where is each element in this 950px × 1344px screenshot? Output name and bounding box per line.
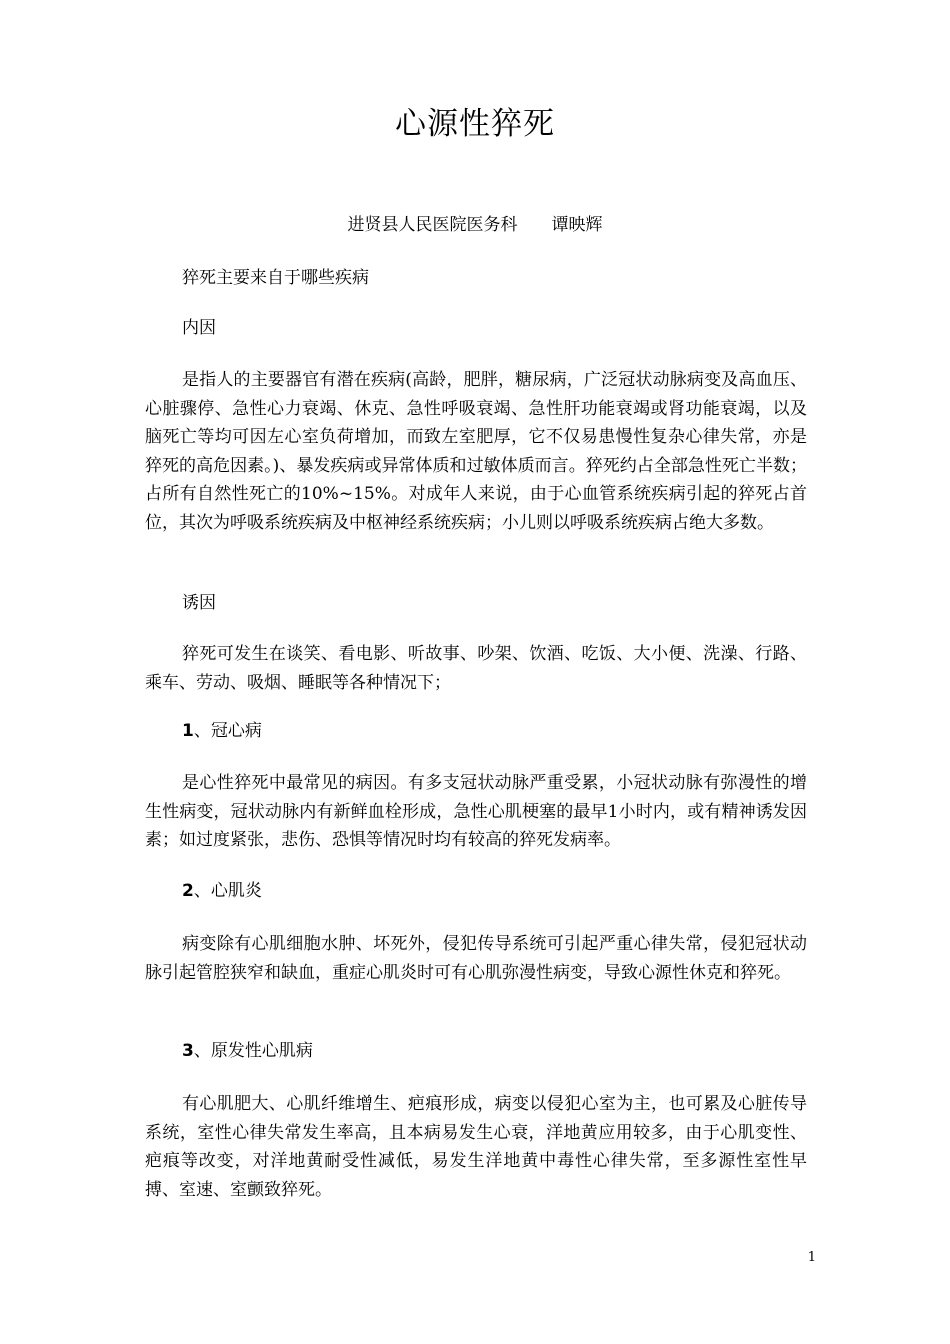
internal-cause-paragraph: 是指人的主要器官有潜在疾病(高龄，肥胖，糖尿病，广泛冠状动脉病变及高血压、心脏骤停、急性心力衰竭、休克、急性呼吸衰竭、急性肝功能衰竭或肾功能衰竭，以及脑死亡等均可因左心室负荷增加，而致左室肥厚，它不仅易患慢性复杂心律失常，亦是猝死的高危因素。)、暴发疾病或异常体质和过敏体质而言。猝死约占全部急性死亡半数；占所有自然性死亡的10%~15%。对成年人来说，由于心血管系统疾病引起的猝死占首位，其次为呼吸系统疾病及中枢神经系统疾病；小儿则以呼吸系统疾病占绝大多数。 xyxy=(145,370,807,533)
byline-author: 谭映辉 xyxy=(551,215,603,235)
page-title: 心源性猝死 xyxy=(395,106,555,142)
internal-cause-heading: 内因 xyxy=(182,318,216,338)
section-heading-cardiomyopathy: 3、原发性心肌病 xyxy=(182,1041,313,1061)
section-heading-coronary: 1、冠心病 xyxy=(182,721,262,741)
trigger-paragraph: 猝死可发生在谈笑、看电影、听故事、吵架、饮酒、吃饭、大小便、洗澡、行路、乘车、劳动、吸烟、睡眠等各种情况下； xyxy=(145,644,807,693)
section-heading-myocarditis: 2、心肌炎 xyxy=(182,881,262,901)
page-number: 1 xyxy=(807,1250,816,1265)
question-heading: 猝死主要来自于哪些疾病 xyxy=(182,268,369,288)
byline xyxy=(0,212,950,238)
trigger-heading: 诱因 xyxy=(182,593,216,613)
cardiomyopathy-paragraph: 有心肌肥大、心肌纤维增生、疤痕形成，病变以侵犯心室为主，也可累及心脏传导系统，室性心律失常发生率高，且本病易发生心衰，洋地黄应用较多，由于心肌变性、疤痕等改变，对洋地黄耐受性减低，易发生洋地黄中毒性心律失常，至多源性室性早搏、室速、室颤致猝死。 xyxy=(145,1094,807,1200)
myocarditis-paragraph: 病变除有心肌细胞水肿、坏死外，侵犯传导系统可引起严重心律失常，侵犯冠状动脉引起管腔狭窄和缺血，重症心肌炎时可有心肌弥漫性病变，导致心源性休克和猝死。 xyxy=(145,934,807,983)
byline-department: 进贤县人民医院医务科 xyxy=(347,215,518,235)
coronary-paragraph: 是心性猝死中最常见的病因。有多支冠状动脉严重受累，小冠状动脉有弥漫性的增生性病变，冠状动脉内有新鲜血栓形成，急性心肌梗塞的最早1小时内，或有精神诱发因素；如过度紧张，悲伤、恐惧等情况时均有较高的猝死发病率。 xyxy=(145,773,807,850)
